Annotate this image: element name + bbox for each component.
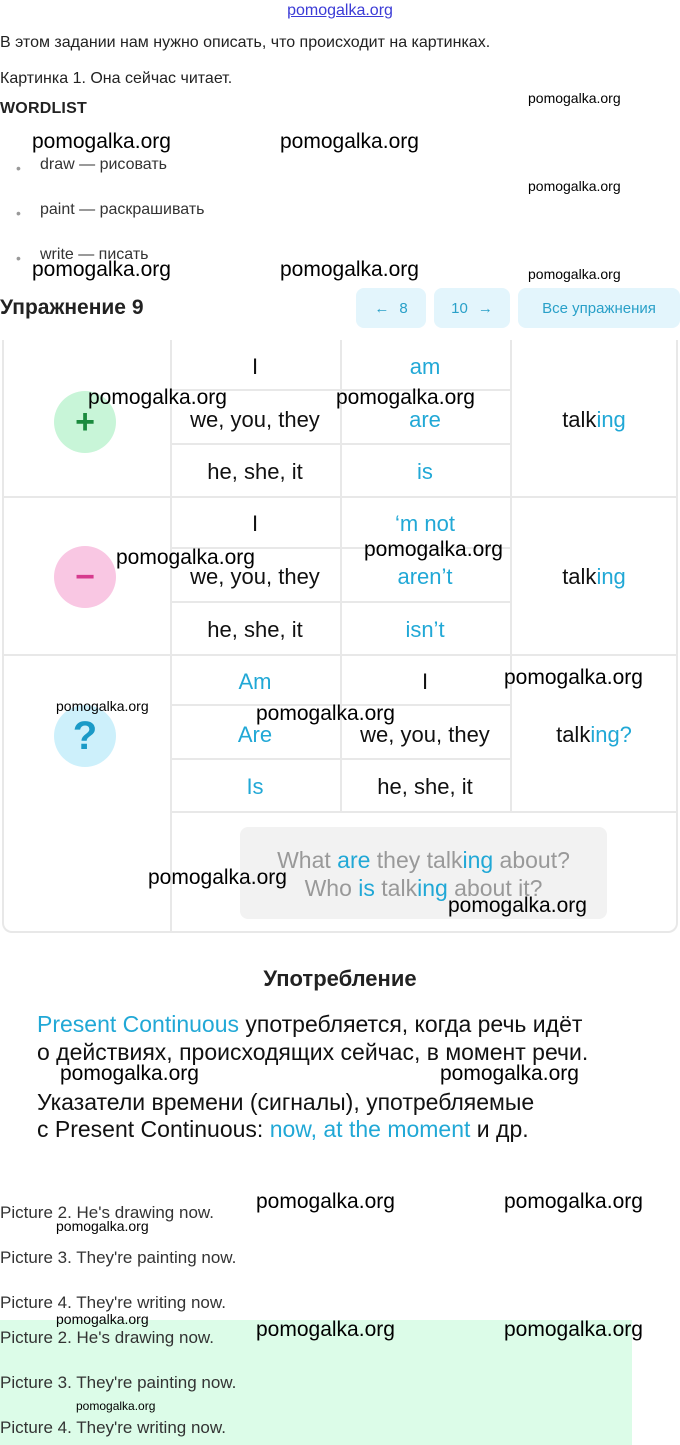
answer-line: Picture 2. He's drawing now. (0, 1328, 214, 1347)
subject-cell: he, she, it (377, 774, 473, 799)
watermark: pomogalka.org (32, 258, 171, 281)
answer-line: Picture 4. They're writing now. (0, 1418, 226, 1437)
bullet-icon: • (16, 205, 21, 221)
verb-cell: are (409, 407, 441, 432)
prev-exercise-button[interactable] (356, 288, 426, 328)
all-exercises-button[interactable]: Все упражнения (518, 288, 680, 328)
usage-highlight: Present Continuous (37, 1011, 240, 1037)
watermark: pomogalka.org (440, 1062, 579, 1085)
next-exercise-label: 10 (451, 299, 468, 317)
answer-line: Picture 2. He's drawing now. (0, 1203, 214, 1222)
example-text: about it? (447, 875, 543, 901)
watermark: pomogalka.org (88, 386, 227, 409)
verb-cell: ‘m not (395, 511, 455, 536)
usage-title: Употребление (263, 966, 417, 991)
verb-cell: am (409, 354, 441, 379)
watermark: pomogalka.org (448, 894, 587, 917)
example-highlight: is (358, 875, 375, 901)
bullet-icon: • (16, 160, 21, 176)
example-text: What (277, 847, 338, 873)
verb-ending: ing? (590, 722, 632, 747)
wordlist-item: paint — раскрашивать (40, 201, 205, 218)
subject-cell: he, she, it (207, 617, 303, 642)
verb-cell: Is (246, 774, 264, 799)
watermark: pomogalka.org (504, 666, 643, 689)
example-highlight: ing (417, 875, 448, 901)
watermark: pomogalka.org (148, 866, 287, 889)
usage-line-3: Указатели времени (сигналы), употребляемые (37, 1089, 535, 1115)
watermark: pomogalka.org (504, 1318, 643, 1341)
wordlist-item: write — писать (40, 246, 149, 263)
example-text: talk (374, 875, 418, 901)
subject-cell: we, you, they (190, 407, 320, 432)
arrow-left-icon: ← (374, 299, 390, 317)
intro-line-2: Картинка 1. Она сейчас читает. (0, 70, 233, 87)
subject-cell: I (251, 511, 259, 536)
plus-icon: + (54, 391, 116, 453)
watermark: pomogalka.org (32, 130, 171, 153)
prev-exercise-label: 8 (399, 299, 408, 317)
next-exercise-button[interactable] (434, 288, 510, 328)
example-highlight: are (337, 847, 371, 873)
verb-ending: ing (596, 564, 626, 589)
usage-line-2: о действиях, происходящих сейчас, в момент речи. (37, 1039, 589, 1065)
participle-cell (510, 551, 678, 603)
subject-cell: we, you, they (190, 564, 320, 589)
watermark: pomogalka.org (256, 1318, 395, 1341)
bullet-icon: • (16, 250, 21, 266)
watermark: pomogalka.org (56, 1311, 149, 1327)
subject-cell: I (421, 669, 429, 694)
subject-cell: we, you, they (360, 722, 490, 747)
verb-cell: is (417, 459, 433, 484)
watermark: pomogalka.org (256, 702, 395, 725)
verb-cell: isn’t (405, 617, 445, 642)
verb-stem: talk (556, 722, 591, 747)
minus-icon: − (54, 546, 116, 608)
watermark: pomogalka.org (280, 258, 419, 281)
usage-line-4 (37, 1116, 529, 1143)
exercise-title: Упражнение 9 (0, 296, 144, 319)
subject-cell: he, she, it (207, 459, 303, 484)
question-icon: ? (54, 705, 116, 767)
watermark: pomogalka.org (336, 386, 475, 409)
intro-line-1: В этом задании нам нужно описать, что происходит на картинках. (0, 34, 491, 51)
wordlist-heading: WORDLIST (0, 100, 87, 117)
watermark: pomogalka.org (528, 90, 621, 106)
watermark: pomogalka.org (504, 1190, 643, 1213)
watermark: pomogalka.org (76, 1399, 156, 1413)
subject-cell: I (251, 354, 259, 379)
participle-cell (510, 394, 678, 446)
watermark: pomogalka.org (280, 130, 419, 153)
verb-stem: talk (562, 407, 597, 432)
usage-text: употребляется, когда речь идёт (239, 1011, 583, 1037)
wordlist-item: draw — рисовать (40, 156, 168, 173)
usage-text: с Present Continuous: (37, 1116, 270, 1142)
participle-cell (510, 709, 678, 761)
usage-line-1 (37, 1011, 582, 1038)
example-text: they talk (370, 847, 463, 873)
watermark: pomogalka.org (528, 178, 621, 194)
verb-cell: Are (237, 722, 273, 747)
watermark: pomogalka.org (56, 1218, 149, 1234)
top-watermark[interactable]: pomogalka.org (287, 2, 393, 19)
watermark: pomogalka.org (56, 698, 149, 714)
answer-line: Picture 3. They're painting now. (0, 1373, 237, 1392)
verb-ending: ing (596, 407, 626, 432)
example-line-1 (240, 847, 607, 874)
verb-cell: Am (238, 669, 272, 694)
example-highlight: ing (462, 847, 494, 873)
watermark: pomogalka.org (364, 538, 503, 561)
verb-cell: aren’t (397, 564, 453, 589)
watermark: pomogalka.org (60, 1062, 199, 1085)
watermark: pomogalka.org (116, 546, 255, 569)
arrow-right-icon: → (477, 299, 493, 317)
watermark: pomogalka.org (256, 1190, 395, 1213)
usage-highlight: now, at the moment (269, 1116, 471, 1142)
verb-stem: talk (562, 564, 597, 589)
usage-text: и др. (470, 1116, 529, 1142)
example-text: Who (304, 875, 359, 901)
answer-line: Picture 3. They're painting now. (0, 1248, 237, 1267)
example-text: about? (493, 847, 570, 873)
watermark: pomogalka.org (528, 266, 621, 282)
answer-line: Picture 4. They're writing now. (0, 1293, 226, 1312)
